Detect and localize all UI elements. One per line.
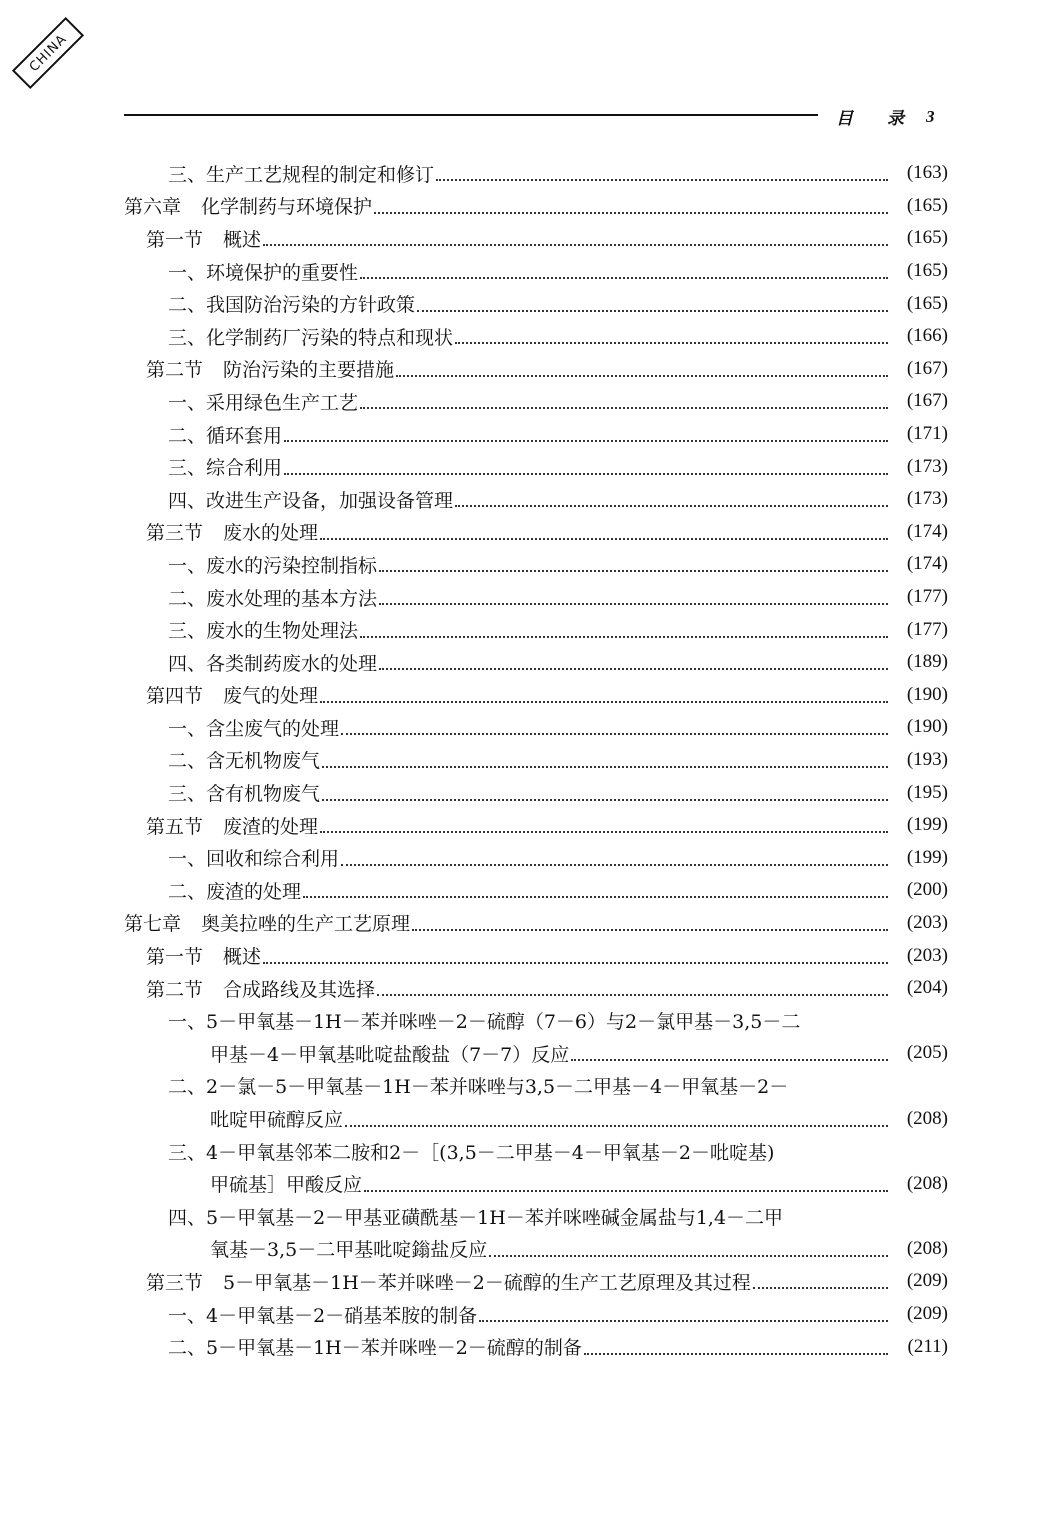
- toc-entry: [0, 613, 1062, 646]
- toc-entry: [0, 939, 1062, 972]
- toc-entry-title: [168, 290, 415, 317]
- toc-entry-page: (199): [906, 846, 948, 868]
- toc-leader-dots: [379, 646, 888, 670]
- toc-entry-page: (165): [906, 227, 948, 249]
- toc-entry-text: 三、含有机物废气: [168, 783, 321, 806]
- toc-entry-page: (209): [906, 1303, 948, 1325]
- toc-leader-dots: [753, 1265, 888, 1289]
- toc-entry-title: [168, 584, 377, 611]
- toc-entry: [0, 1298, 1062, 1331]
- toc-entry: [0, 581, 1062, 614]
- toc-entry: [0, 385, 1062, 418]
- toc-entry-title: [210, 1040, 569, 1067]
- toc-entry-page: (174): [906, 520, 948, 542]
- toc-entry-title: [168, 714, 339, 741]
- toc-entry-page: (189): [906, 651, 948, 673]
- header-rule: [124, 114, 818, 116]
- toc-entry: [0, 776, 1062, 809]
- toc-entry-page: (177): [906, 586, 948, 608]
- toc-entry-text: 化学制药与环境保护: [201, 196, 373, 219]
- toc-entry-title: [168, 1072, 788, 1099]
- toc-entry-title: [168, 486, 453, 513]
- toc-leader-dots: [776, 1136, 888, 1158]
- toc-entry-label: 第六章: [124, 196, 182, 219]
- toc-entry-page: (190): [906, 683, 948, 705]
- toc-entry-text: 四、各类制药废水的处理: [168, 652, 378, 675]
- toc-leader-dots: [802, 1006, 888, 1028]
- toc-entry-text: 四、改进生产设备，加强设备管理: [168, 489, 454, 512]
- toc-leader-dots: [396, 353, 888, 377]
- toc-leader-dots: [785, 1201, 888, 1223]
- toc-leader-dots: [379, 581, 888, 605]
- toc-leader-dots: [455, 483, 888, 507]
- toc-entry-page: (193): [906, 748, 948, 770]
- toc-entry-title: [210, 1235, 487, 1262]
- toc-leader-dots: [284, 451, 888, 475]
- toc-entry: [0, 418, 1062, 451]
- toc-entry: [0, 483, 1062, 516]
- toc-entry: [0, 711, 1062, 744]
- page-number: 3: [926, 106, 935, 126]
- toc-leader-dots: [412, 907, 888, 931]
- toc-entry-title: [146, 1268, 751, 1295]
- toc-entry-page: (173): [906, 455, 948, 477]
- toc-entry-text: 一、含尘废气的处理: [168, 717, 340, 740]
- toc-leader-dots: [455, 320, 888, 344]
- toc-entry-page: (209): [906, 1270, 948, 1292]
- toc-entry-title: [168, 388, 358, 415]
- toc-entry-label: 第七章: [124, 913, 182, 936]
- toc-entry-title: [168, 1138, 774, 1165]
- toc-entry-page: (195): [906, 781, 948, 803]
- toc-entry: [0, 841, 1062, 874]
- toc-entry-page: (165): [906, 194, 948, 216]
- toc-entry-page: (199): [906, 814, 948, 836]
- toc-entry-title: [168, 421, 282, 448]
- toc-leader-dots: [322, 777, 888, 801]
- toc-leader-dots: [377, 972, 888, 996]
- toc-entry-title: [168, 1007, 800, 1034]
- toc-entry-text: 概述: [223, 946, 262, 969]
- toc-entry: [0, 1037, 1062, 1070]
- toc-leader-dots: [417, 288, 888, 312]
- toc-entry-page: (163): [906, 162, 948, 184]
- toc-leader-dots: [320, 679, 888, 703]
- toc-entry: [0, 1102, 1062, 1135]
- toc-leader-dots: [360, 614, 888, 638]
- toc-entry: [0, 1070, 1062, 1103]
- toc-entry-text: 奥美拉唑的生产工艺原理: [201, 913, 411, 936]
- toc-entry-label: 第三节: [146, 522, 204, 545]
- toc-entry-page: (173): [906, 488, 948, 510]
- toc-entry-text: 二、含无机物废气: [168, 750, 321, 773]
- toc-entry-page: (208): [906, 1172, 948, 1194]
- toc-entry-title: [146, 942, 261, 969]
- toc-entry: [0, 907, 1062, 940]
- toc-entry: [0, 1167, 1062, 1200]
- toc-entry-page: (211): [907, 1335, 948, 1357]
- toc-entry: [0, 1135, 1062, 1168]
- toc-entry-page: (167): [906, 390, 948, 412]
- toc-leader-dots: [571, 1037, 888, 1061]
- toc-entry-text: 二、我国防治污染的方针政策: [168, 294, 416, 317]
- toc-entry-text: 概述: [223, 228, 262, 251]
- toc-entry-title: [146, 812, 318, 839]
- toc-entry-label: 第二节: [146, 978, 204, 1001]
- toc-entry: [0, 1265, 1062, 1298]
- toc-entry: [0, 874, 1062, 907]
- toc-entry-title: [168, 877, 301, 904]
- toc-entry-text: 三、综合利用: [168, 457, 283, 480]
- toc-entry-page: (200): [906, 879, 948, 901]
- toc-entry: [0, 222, 1062, 255]
- toc-leader-dots: [345, 1103, 888, 1127]
- toc-leader-dots: [263, 222, 888, 246]
- toc-entry-text: 四、5－甲氧基－2－甲基亚磺酰基－1H－苯并咪唑碱金属盐与1,4－二甲: [168, 1206, 784, 1229]
- toc-entry: [0, 353, 1062, 386]
- toc-entry-title: [168, 1203, 783, 1230]
- toc-entry: [0, 679, 1062, 712]
- toc-entry-text: 吡啶甲硫醇反应: [210, 1109, 344, 1132]
- toc-leader-dots: [320, 516, 888, 540]
- toc-leader-dots: [374, 190, 888, 214]
- toc-entry-label: 第一节: [146, 228, 204, 251]
- toc-entry-page: (174): [906, 553, 948, 575]
- toc-leader-dots: [322, 744, 888, 768]
- toc-entry: [0, 190, 1062, 223]
- toc-entry-title: [168, 453, 282, 480]
- toc-entry-page: (203): [906, 911, 948, 933]
- toc-entry-title: [146, 518, 318, 545]
- toc-entry-page: (165): [906, 260, 948, 282]
- toc-leader-dots: [479, 1298, 888, 1322]
- toc-entry-title: [124, 909, 410, 936]
- toc-entry-title: [168, 649, 377, 676]
- toc-entry: [0, 287, 1062, 320]
- toc-entry-title: [146, 355, 394, 382]
- toc-entry: [0, 809, 1062, 842]
- toc-entry: [0, 548, 1062, 581]
- toc-entry-text: 防治污染的主要措施: [223, 359, 395, 382]
- toc-entry-title: [168, 323, 453, 350]
- toc-entry-text: 废渣的处理: [223, 815, 319, 838]
- toc-leader-dots: [303, 874, 888, 898]
- toc-entry-title: [168, 844, 339, 871]
- toc-entry-text: 5－甲氧基－1H－苯并咪唑－2－硫醇的生产工艺原理及其过程: [223, 1271, 751, 1294]
- toc-entry-page: (165): [906, 292, 948, 314]
- toc-entry-text: 二、废水处理的基本方法: [168, 587, 378, 610]
- toc-entry-text: 一、废水的污染控制指标: [168, 554, 378, 577]
- toc-entry: [0, 157, 1062, 190]
- toc-entry-page: (204): [906, 977, 948, 999]
- toc-leader-dots: [489, 1233, 888, 1257]
- toc-entry-page: (208): [906, 1237, 948, 1259]
- toc-entry: [0, 450, 1062, 483]
- toc-entry: [0, 1330, 1062, 1363]
- toc-entry-title: [146, 681, 318, 708]
- toc-leader-dots: [436, 157, 888, 181]
- toc-entry-text: 三、化学制药厂污染的特点和现状: [168, 326, 454, 349]
- toc-leader-dots: [364, 1168, 888, 1192]
- toc-entry-title: [146, 975, 375, 1002]
- toc-entry-text: 一、采用绿色生产工艺: [168, 391, 359, 414]
- toc-leader-dots: [360, 385, 888, 409]
- toc-entry: [0, 1004, 1062, 1037]
- toc-entry-text: 废水的处理: [223, 522, 319, 545]
- toc-entry-label: 第二节: [146, 359, 204, 382]
- toc-entry-title: [168, 551, 377, 578]
- toc-entry-label: 第三节: [146, 1271, 204, 1294]
- toc-entry-page: (208): [906, 1107, 948, 1129]
- toc-entry-label: 第四节: [146, 685, 204, 708]
- toc-leader-dots: [341, 711, 888, 735]
- toc-entry-text: 合成路线及其选择: [223, 978, 376, 1001]
- toc-entry-text: 一、4－甲氧基－2－硝基苯胺的制备: [168, 1304, 478, 1327]
- toc-entry-page: (190): [906, 716, 948, 738]
- toc-entry-text: 二、废渣的处理: [168, 880, 302, 903]
- toc-entry-page: (177): [906, 618, 948, 640]
- toc-entry-text: 甲硫基］甲酸反应: [210, 1174, 363, 1197]
- toc-entry-text: 三、生产工艺规程的制定和修订: [168, 163, 435, 186]
- toc-entry: [0, 255, 1062, 288]
- toc-entry-text: 三、4－甲氧基邻苯二胺和2－［(3,5－二甲基－4－甲氧基－2－吡啶基): [168, 1141, 775, 1164]
- toc-leader-dots: [284, 418, 888, 442]
- china-stamp: CHINA: [12, 17, 84, 89]
- toc-entry-label: 第一节: [146, 946, 204, 969]
- toc-entry: [0, 516, 1062, 549]
- toc-leader-dots: [379, 548, 888, 572]
- toc-entry: [0, 972, 1062, 1005]
- toc-entry-page: (171): [906, 423, 948, 445]
- toc-entry-page: (167): [906, 357, 948, 379]
- toc-entry-text: 一、5－甲氧基－1H－苯并咪唑－2－硫醇（7－6）与2－氯甲基－3,5－二: [168, 1011, 801, 1034]
- toc-entry-title: [168, 1333, 582, 1360]
- toc-entry: [0, 744, 1062, 777]
- header-word-2: 录: [887, 109, 904, 129]
- toc-leader-dots: [360, 255, 888, 279]
- toc-entry-text: 一、回收和综合利用: [168, 848, 340, 871]
- toc-entry: [0, 1200, 1062, 1233]
- toc-leader-dots: [263, 940, 888, 964]
- toc-entry-page: (203): [906, 944, 948, 966]
- toc-entry-page: (166): [906, 325, 948, 347]
- toc-entry-title: [168, 1301, 477, 1328]
- toc-entry-title: [146, 225, 261, 252]
- toc-entry-text: 甲基－4－甲氧基吡啶盐酸盐（7－7）反应: [210, 1043, 570, 1066]
- toc-entry-title: [124, 192, 372, 219]
- toc-entry-title: [210, 1170, 362, 1197]
- toc-leader-dots: [320, 809, 888, 833]
- header-word-1: 目: [836, 109, 853, 129]
- toc-leader-dots: [341, 842, 888, 866]
- toc-entry-page: (205): [906, 1042, 948, 1064]
- toc-entry-text: 二、2－氯－5－甲氧基－1H－苯并咪唑与3,5－二甲基－4－甲氧基－2－: [168, 1076, 789, 1099]
- toc-entry-text: 废气的处理: [223, 685, 319, 708]
- toc-entry-title: [168, 160, 434, 187]
- toc-entry-label: 第五节: [146, 815, 204, 838]
- toc-entry-title: [168, 746, 320, 773]
- table-of-contents: [0, 157, 1062, 1363]
- toc-entry-text: 一、环境保护的重要性: [168, 261, 359, 284]
- toc-entry: [0, 646, 1062, 679]
- toc-entry: [0, 1233, 1062, 1266]
- toc-entry-text: 二、循环套用: [168, 424, 283, 447]
- toc-entry-title: [168, 616, 358, 643]
- toc-entry-text: 氧基－3,5－二甲基吡啶鎓盐反应: [210, 1239, 488, 1262]
- toc-leader-dots: [584, 1331, 888, 1355]
- toc-entry: [0, 320, 1062, 353]
- toc-entry-text: 二、5－甲氧基－1H－苯并咪唑－2－硫醇的制备: [168, 1337, 582, 1360]
- toc-leader-dots: [790, 1071, 888, 1093]
- toc-entry-title: [168, 779, 320, 806]
- running-header: [836, 104, 948, 129]
- toc-entry-text: 三、废水的生物处理法: [168, 620, 359, 643]
- toc-entry-title: [210, 1105, 343, 1132]
- toc-entry-title: [168, 258, 358, 285]
